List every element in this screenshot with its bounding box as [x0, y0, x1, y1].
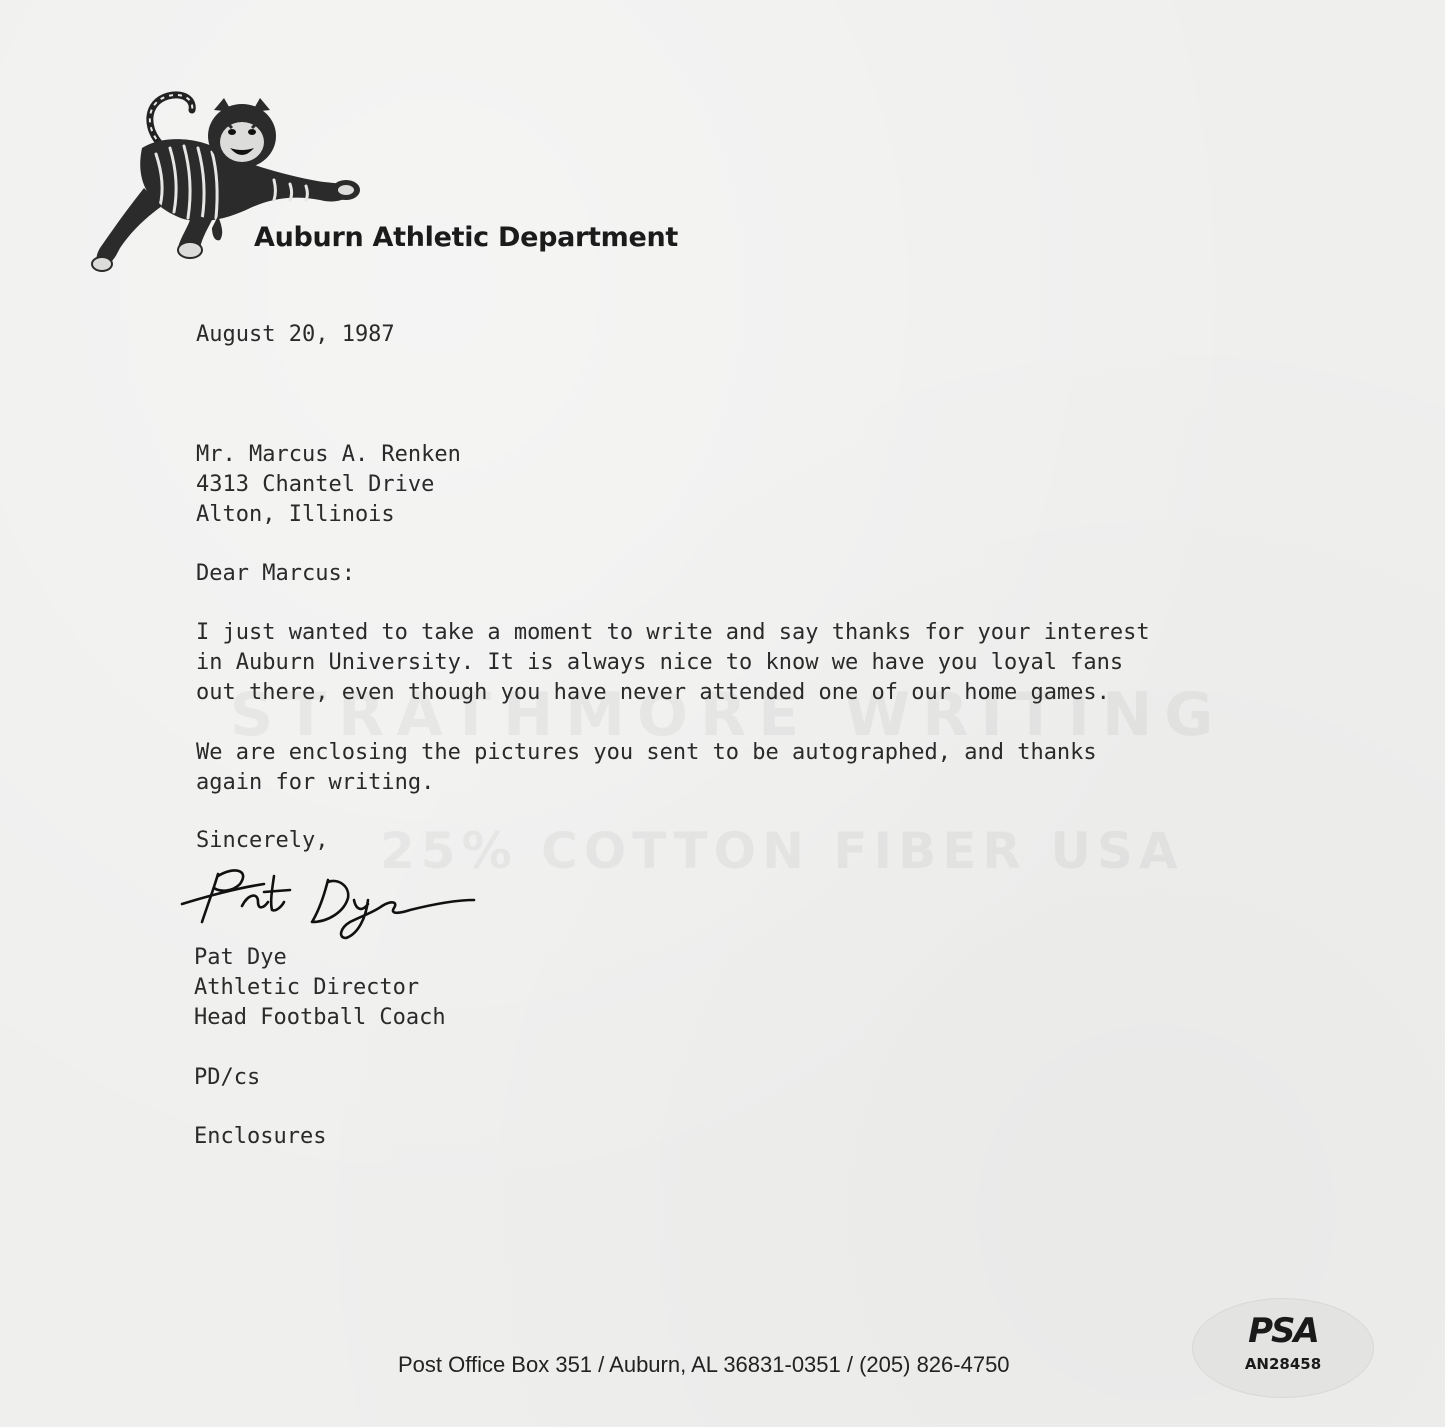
- salutation: Dear Marcus:: [196, 561, 355, 586]
- body-line: I just wanted to take a moment to write and say thanks for your interest: [196, 620, 1150, 645]
- body-line: again for writing.: [196, 770, 435, 795]
- psa-sticker: [1192, 1298, 1374, 1398]
- signer-title: Head Football Coach: [194, 1005, 446, 1030]
- paper-watermark-fiber: [380, 822, 1184, 880]
- body-line: out there, even though you have never attended one of our home games.: [196, 680, 1110, 705]
- psa-cert-number: AN28458: [1244, 1355, 1322, 1373]
- closing: Sincerely,: [196, 828, 329, 853]
- body-line: in Auburn University. It is always nice to know we have you loyal fans: [196, 650, 1124, 675]
- body-line: We are enclosing the pictures you sent to be autographed, and thanks: [196, 740, 1097, 765]
- department-name: Auburn Athletic Department: [254, 222, 679, 253]
- signer-title: Athletic Director: [194, 975, 420, 1000]
- letter-date: August 20, 1987: [196, 322, 395, 347]
- psa-logo: PSA: [1248, 1311, 1318, 1351]
- footer-address: Post Office Box 351 / Auburn, AL 36831-0351 / (205) 826-4750: [398, 1352, 1010, 1377]
- recipient-name: Mr. Marcus A. Renken: [196, 442, 461, 467]
- recipient-city: Alton, Illinois: [196, 502, 395, 527]
- signature-image: [178, 826, 478, 946]
- signer-name: Pat Dye: [194, 945, 287, 970]
- typist-initials: PD/cs: [194, 1065, 261, 1090]
- recipient-street: 4313 Chantel Drive: [196, 472, 435, 497]
- enclosures-note: Enclosures: [194, 1124, 327, 1149]
